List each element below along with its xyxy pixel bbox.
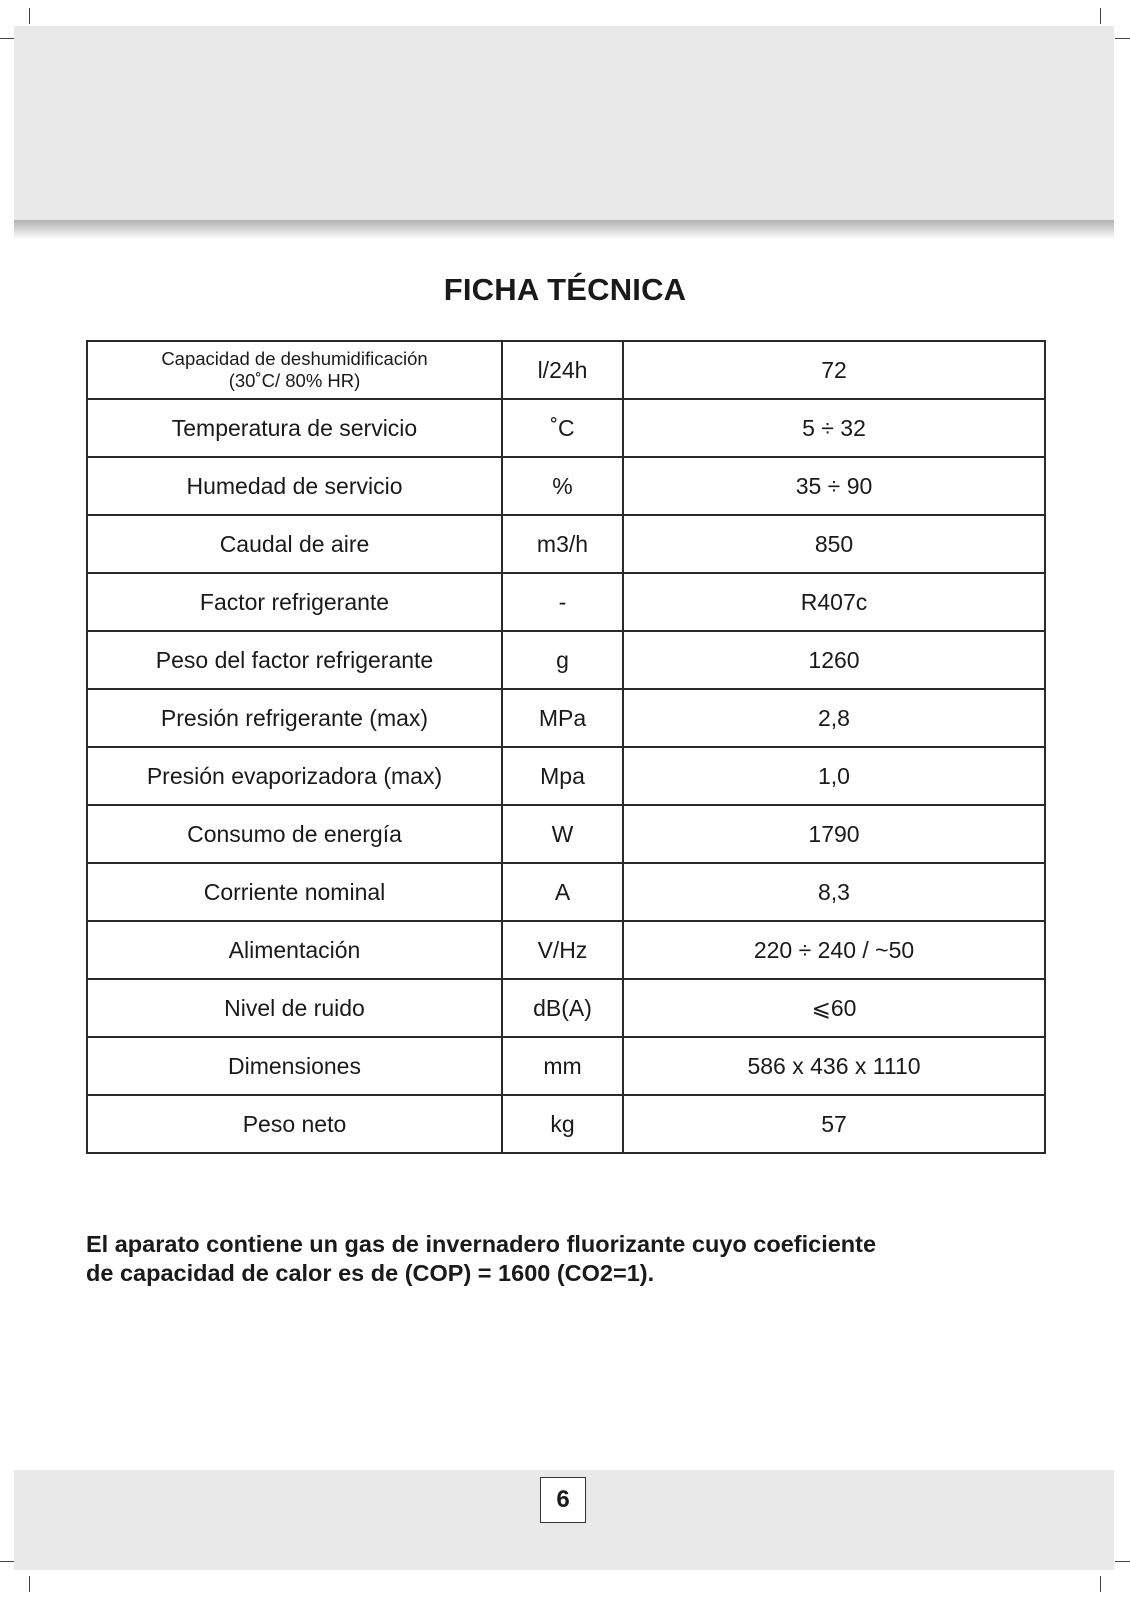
row-unit: l/24h [502,341,623,399]
table-row [87,399,1045,457]
table-row [87,573,1045,631]
note-line2: de capacidad de calor es de (COP) = 1600 (CO2=1). [86,1260,655,1286]
row-unit: A [502,863,623,921]
row-unit: ˚C [502,399,623,457]
row-label: Presión refrigerante (max) [87,689,502,747]
row-value: 850 [623,515,1045,573]
row-label [87,341,502,399]
row-value: 1260 [623,631,1045,689]
crop-mark [1100,8,1101,24]
header-band [14,26,1114,220]
row-value: 1,0 [623,747,1045,805]
row-unit: W [502,805,623,863]
row-unit: MPa [502,689,623,747]
table-row [87,689,1045,747]
crop-mark [1100,1576,1101,1592]
table-row [87,921,1045,979]
row-unit: mm [502,1037,623,1095]
row-value: 35 ÷ 90 [623,457,1045,515]
row-value: 5 ÷ 32 [623,399,1045,457]
row-label: Temperatura de servicio [87,399,502,457]
note-line1: El aparato contiene un gas de invernadero fluorizante cuyo coeficiente [86,1231,877,1257]
crop-mark [29,8,30,24]
table-row [87,1037,1045,1095]
row-value: 57 [623,1095,1045,1153]
table-row [87,1095,1045,1153]
row-unit: dB(A) [502,979,623,1037]
row-value: 72 [623,341,1045,399]
table-row [87,631,1045,689]
row-label-line1: Capacidad de deshumidificación [161,348,428,369]
row-label: Peso neto [87,1095,502,1153]
row-unit: kg [502,1095,623,1153]
row-unit: g [502,631,623,689]
crop-mark [29,1576,30,1592]
row-value: 2,8 [623,689,1045,747]
row-label-line2: (30˚C/ 80% HR) [228,370,361,391]
crop-mark [0,1561,14,1562]
row-label: Consumo de energía [87,805,502,863]
row-label: Factor refrigerante [87,573,502,631]
row-unit: - [502,573,623,631]
row-value: ⩽60 [623,979,1045,1037]
row-unit: m3/h [502,515,623,573]
page-number: 6 [540,1477,586,1523]
row-label: Peso del factor refrigerante [87,631,502,689]
row-value: 586 x 436 x 1110 [623,1037,1045,1095]
table-row [87,805,1045,863]
table-row [87,747,1045,805]
row-label: Humedad de servicio [87,457,502,515]
spec-table [86,340,1046,1154]
table-row [87,341,1045,399]
row-value: 220 ÷ 240 / ~50 [623,921,1045,979]
header-shadow [14,220,1114,240]
row-label: Dimensiones [87,1037,502,1095]
row-label: Caudal de aire [87,515,502,573]
table-row [87,457,1045,515]
page-title: FICHA TÉCNICA [443,272,687,307]
row-value: 1790 [623,805,1045,863]
crop-mark [1115,38,1130,39]
row-label: Presión evaporizadora (max) [87,747,502,805]
row-value: 8,3 [623,863,1045,921]
row-unit: Mpa [502,747,623,805]
table-row [87,863,1045,921]
row-unit: % [502,457,623,515]
row-unit: V/Hz [502,921,623,979]
refrigerant-note [86,1230,1046,1288]
row-label: Corriente nominal [87,863,502,921]
row-label: Nivel de ruido [87,979,502,1037]
row-label: Alimentación [87,921,502,979]
table-row [87,515,1045,573]
crop-mark [0,38,14,39]
row-value: R407c [623,573,1045,631]
table-row [87,979,1045,1037]
crop-mark [1115,1561,1130,1562]
